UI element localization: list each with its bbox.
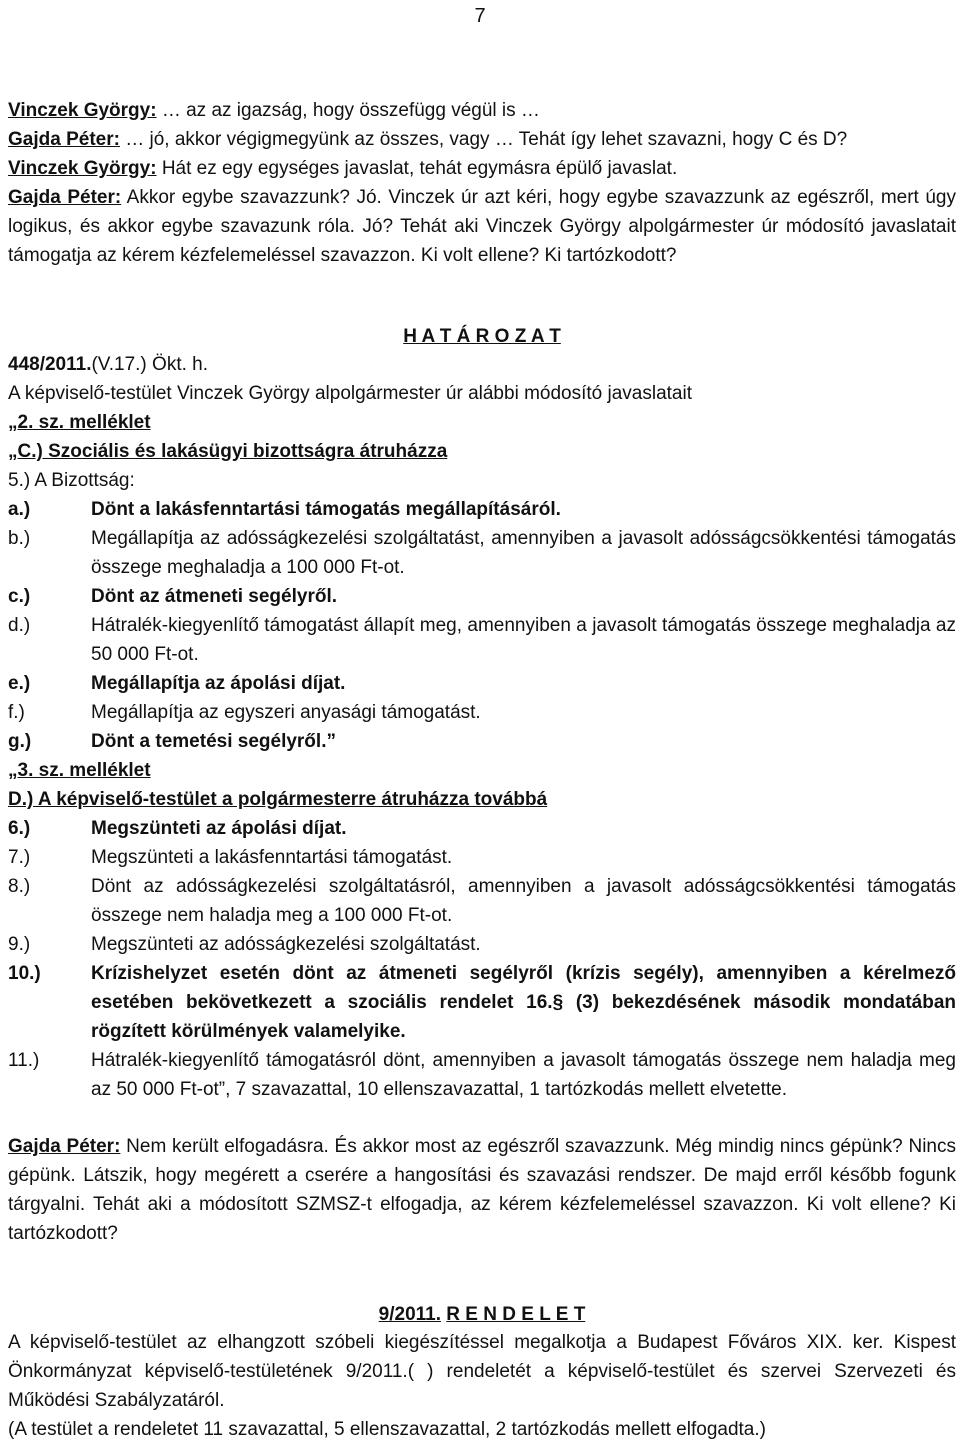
number-rest: (V.17.) Ökt. h. — [91, 354, 208, 375]
item-label: e.) — [8, 673, 31, 694]
rendelet-number: 9/2011. — [378, 1304, 442, 1325]
number-bold: 448/2011. — [8, 354, 92, 375]
list-item — [8, 495, 956, 524]
item-label: a.) — [8, 499, 31, 520]
item-label: 7.) — [8, 847, 31, 868]
dialogue-line — [8, 183, 956, 270]
rendelet-body — [8, 1328, 956, 1444]
item-text: Megszünteti az ápolási díjat. — [91, 818, 347, 839]
list-item — [8, 669, 956, 698]
list-item — [8, 843, 956, 872]
item-text: Hátralék-kiegyenlítő támogatást állapít meg, amennyiben a javasolt támogatás összege meghaladja az 50 000 Ft-ot. — [91, 615, 956, 665]
item-text: Dönt az adósságkezelési szolgáltatásról, amennyiben a javasolt adósságcsökkentési támogatás összege nem haladja meg a 100 000 Ft-ot. — [91, 876, 956, 926]
speech: Hát ez egy egységes javaslat, tehát egymásra épülő javaslat. — [156, 158, 678, 179]
list-item — [8, 698, 956, 727]
melleklet-2: „2. sz. melléklet — [8, 412, 151, 433]
speaker: Vinczek György: — [8, 100, 157, 121]
item-label: f.) — [8, 702, 25, 723]
rendelet-heading-row — [8, 1300, 956, 1329]
speech: Akkor egybe szavazzunk? Jó. Vinczek úr azt kéri, hogy egybe szavazzunk az egészről, mert úgy logikus, és akkor egybe szavazunk róla. Jó? Tehát aki Vinczek György alpolgármester úr módosító javaslatait támogatja az kérem kézfelemeléssel szavazzon. Ki volt ellene? Ki tartózkodott? — [8, 187, 956, 266]
item-label: b.) — [8, 528, 31, 549]
speaker: Vinczek György: — [8, 158, 157, 179]
item-label: 9.) — [8, 934, 31, 955]
item-text: Dönt a lakásfenntartási támogatás megállapításáról. — [91, 499, 561, 520]
item-text: Megszünteti az adósságkezelési szolgáltatást. — [91, 934, 481, 955]
list-item — [8, 1046, 956, 1104]
melleklet-3: „3. sz. melléklet — [8, 760, 151, 781]
item-label: 6.) — [8, 818, 31, 839]
hatarozat-heading: H A T Á R O Z A T — [403, 326, 561, 347]
list-item — [8, 582, 956, 611]
item-label: 11.) — [8, 1050, 40, 1071]
item-text: Krízishelyzet esetén dönt az átmeneti segélyről (krízis segély), amennyiben a kérelmező esetében bekövetkezett a szociális rendelet 16.§ (3) bekezdésének második mondatában rögzített körülmények valamelyike. — [91, 963, 956, 1042]
list-item — [8, 814, 956, 843]
dialogue-top — [8, 96, 956, 270]
dialogue-mid — [8, 1132, 956, 1248]
speech: … az az igazság, hogy összefügg végül is … — [156, 100, 540, 121]
item-text: Megállapítja az egyszeri anyasági támogatást. — [91, 702, 481, 723]
rendelet-text: A képviselő-testület az elhangzott szóbeli kiegészítéssel megalkotja a Budapest Főváros XIX. ker. Kispest Önkormányzat képviselő-testületének 9/2011.( ) rendeletét a képviselő-testület és szervei Szervezeti és Működési Szabályzatáról. — [8, 1332, 956, 1411]
item-text: Hátralék-kiegyenlítő támogatásról dönt, amennyiben a javasolt támogatás összege nem haladja meg az 50 000 Ft-ot”, 7 szavazattal, 10 ellenszavazattal, 1 tartózkodás mellett elvetette. — [91, 1050, 956, 1100]
dialogue-line — [8, 154, 956, 183]
speaker: Gajda Péter: — [8, 187, 122, 208]
list-item — [8, 872, 956, 930]
list-item — [8, 930, 956, 959]
section-c: „C.) Szociális és lakásügyi bizottságra átruházza — [8, 441, 448, 462]
dialogue-line — [8, 96, 956, 125]
item-label: 10.) — [8, 963, 41, 984]
rendelet-vote: (A testület a rendeletet 11 szavazattal, 5 ellenszavazattal, 2 tartózkodás mellett elfogadta.) — [8, 1419, 766, 1440]
item-label: d.) — [8, 615, 31, 636]
list-item — [8, 611, 956, 669]
speaker: Gajda Péter: — [8, 129, 120, 150]
bizottsag-label: 5.) A Bizottság: — [8, 470, 135, 491]
list-item — [8, 959, 956, 1046]
item-text: Dönt a temetési segélyről.” — [91, 731, 336, 752]
item-text: Megállapítja az ápolási díjat. — [91, 673, 346, 694]
hatarozat-heading-row — [8, 322, 956, 351]
list-item — [8, 727, 956, 756]
speech: Nem került elfogadásra. És akkor most az egészről szavazzunk. Még mindig nincs gépünk? Nincs gépünk. Látszik, hogy megérett a cserére a hangosítási és szavazási rendszer. De majd erről később fogunk tárgyalni. Tehát aki a módosított SZMSZ-t elfogadja, az kérem kézfelemeléssel szavazzon. Ki volt ellene? Ki tartózkodott? — [8, 1136, 956, 1244]
section-d: D.) A képviselő-testület a polgármesterre átruházza továbbá — [8, 789, 548, 810]
item-label: 8.) — [8, 876, 31, 897]
hatarozat-intro: A képviselő-testület Vinczek György alpolgármester úr alábbi módosító javaslatait — [8, 383, 692, 404]
dialogue-line — [8, 125, 956, 154]
page-number: 7 — [474, 5, 486, 27]
rendelet-heading: R E N D E L E T — [446, 1304, 586, 1325]
item-text: Megállapítja az adósságkezelési szolgáltatást, amennyiben a javasolt adósságcsökkentési támogatás összege meghaladja a 100 000 Ft-ot. — [91, 528, 956, 578]
speech: … jó, akkor végigmegyünk az összes, vagy … Tehát így lehet szavazni, hogy C és D? — [119, 129, 848, 150]
dialogue-line — [8, 1132, 956, 1248]
speaker: Gajda Péter: — [8, 1136, 121, 1157]
hatarozat-body — [8, 350, 956, 1104]
item-text: Dönt az átmeneti segélyről. — [91, 586, 338, 607]
list-item — [8, 524, 956, 582]
hatarozat-number — [8, 350, 956, 379]
item-label: g.) — [8, 731, 32, 752]
item-label: c.) — [8, 586, 31, 607]
item-text: Megszünteti a lakásfenntartási támogatást. — [91, 847, 453, 868]
